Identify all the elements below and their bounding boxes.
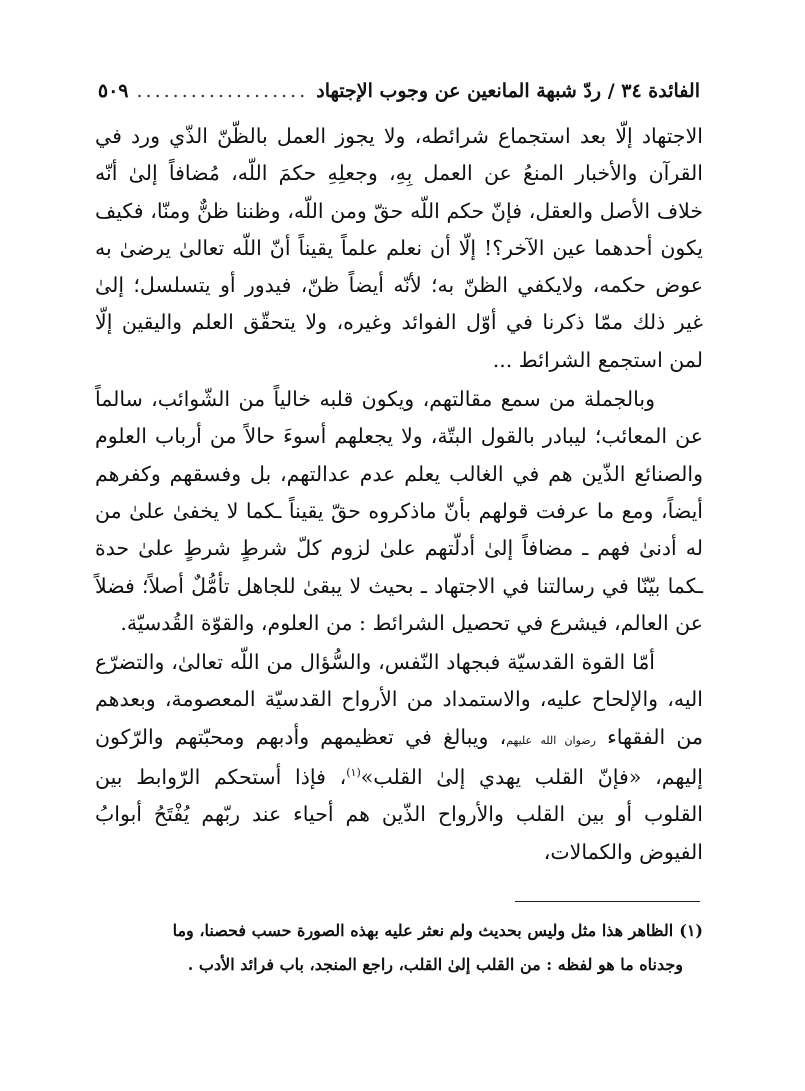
footnote: [140, 914, 703, 982]
header-leader-dots: ...................: [136, 80, 309, 102]
paragraph-3-part-1: أمّا القوة القدسيّة فبجهاد النّفس، والسُّؤال من اللّه تعالىٰ، والتضرّع اليه، والإلحاح عليه، والاستمداد من الأرواح القدسيّة المعصومة، وبعدهم من الفقهاء: [95, 650, 703, 749]
honorific-small-text: رضوان الله عليهم: [506, 733, 596, 747]
footnote-number: (١): [679, 921, 703, 940]
footnote-reference[interactable]: (١): [346, 766, 361, 780]
footnote-line-2: وجدناه ما هو لفظه : من القلب إلىٰ القلب، راجع المنجد، باب فرائد الأدب .: [187, 955, 683, 974]
header-title: الفائدة ٣٤ / ردّ شبهة المانعين عن وجوب الإجتهاد: [316, 80, 700, 102]
paragraph-3: [95, 644, 703, 871]
footnote-divider: [515, 901, 700, 902]
page-number: ٥٠٩: [97, 80, 129, 102]
paragraph-3-part-2: ، ويبالغ في تعظيمهم وأدبهم ومحبّتهم والرّكون إليهم، «فإنّ القلب يهدي إلىٰ القلب»: [95, 724, 703, 790]
footnote-line-1: الظاهر هذا مثل وليس بحديث ولم نعثر عليه بهذه الصورة حسب فحصنا، وما: [172, 921, 674, 940]
paragraph-1: الاجتهاد إلّا بعد استجماع شرائطه، ولا يجوز العمل بالظّنّ الذّي ورد في القرآن والأخبار المنعُ عن العمل بِهِ، وجعلِهِ حكمَ اللّه، مُضافاً إلىٰ أنّه خلاف الأصل والعقل، فإنّ حكم اللّه حقّ ومن اللّه، وظننا ظنٌّ ومنّا، فكيف يكون أحدهما عين الآخر؟! إلّا أن نعلم علماً يقيناً أنّ اللّه تعالىٰ يرضىٰ به عوض حكمه، ولايكفي الظنّ به؛ لأنّه أيضاً ظنّ، فيدور أو يتسلسل؛ إلىٰ غير ذلك ممّا ذكرنا في أوّل الفوائد وغيره، ولا يتحقّق العلم واليقين إلّا لمن استجمع الشرائط ...: [95, 124, 703, 372]
paragraph-2: وبالجملة من سمع مقالتهم، ويكون قلبه خالياً من الشّوائب، سالماً عن المعائب؛ ليبادر بالقول البتّة، ولا يجعلهم أسوءَ حالاً من أرباب العلوم والصنائع الذّين هم في الغالب يعلم عدم عدالتهم، بل وفسقهم وكفرهم أيضاً، ومع ما عرفت قولهم بأنّ ماذكروه حقّ يقيناً ـكما لا يخفىٰ علىٰ من له أدنىٰ فهم ـ مضافاً إلىٰ أدلّتهم علىٰ لزوم كلّ شرطٍ شرطٍ علىٰ حدة ـكما بيّنّا في رسالتنا في الاجتهاد ـ بحيث لا يبقىٰ للجاهل تأمُّلٌ أصلاً؛ فضلاً عن العالم، فيشرع في تحصيل الشرائط : من العلوم، والقوّة القُدسيّة.: [95, 387, 703, 635]
main-text: [95, 118, 703, 871]
paragraph-3-part-3: ، فإذا أستحكم الرّوابط بين القلوب أو بين القلب والأرواح الذّين هم أحياء عند ربّهم يُفْتَحُ أبوابُ الفيوض والكمالات،: [95, 765, 703, 864]
running-header: [97, 74, 700, 108]
